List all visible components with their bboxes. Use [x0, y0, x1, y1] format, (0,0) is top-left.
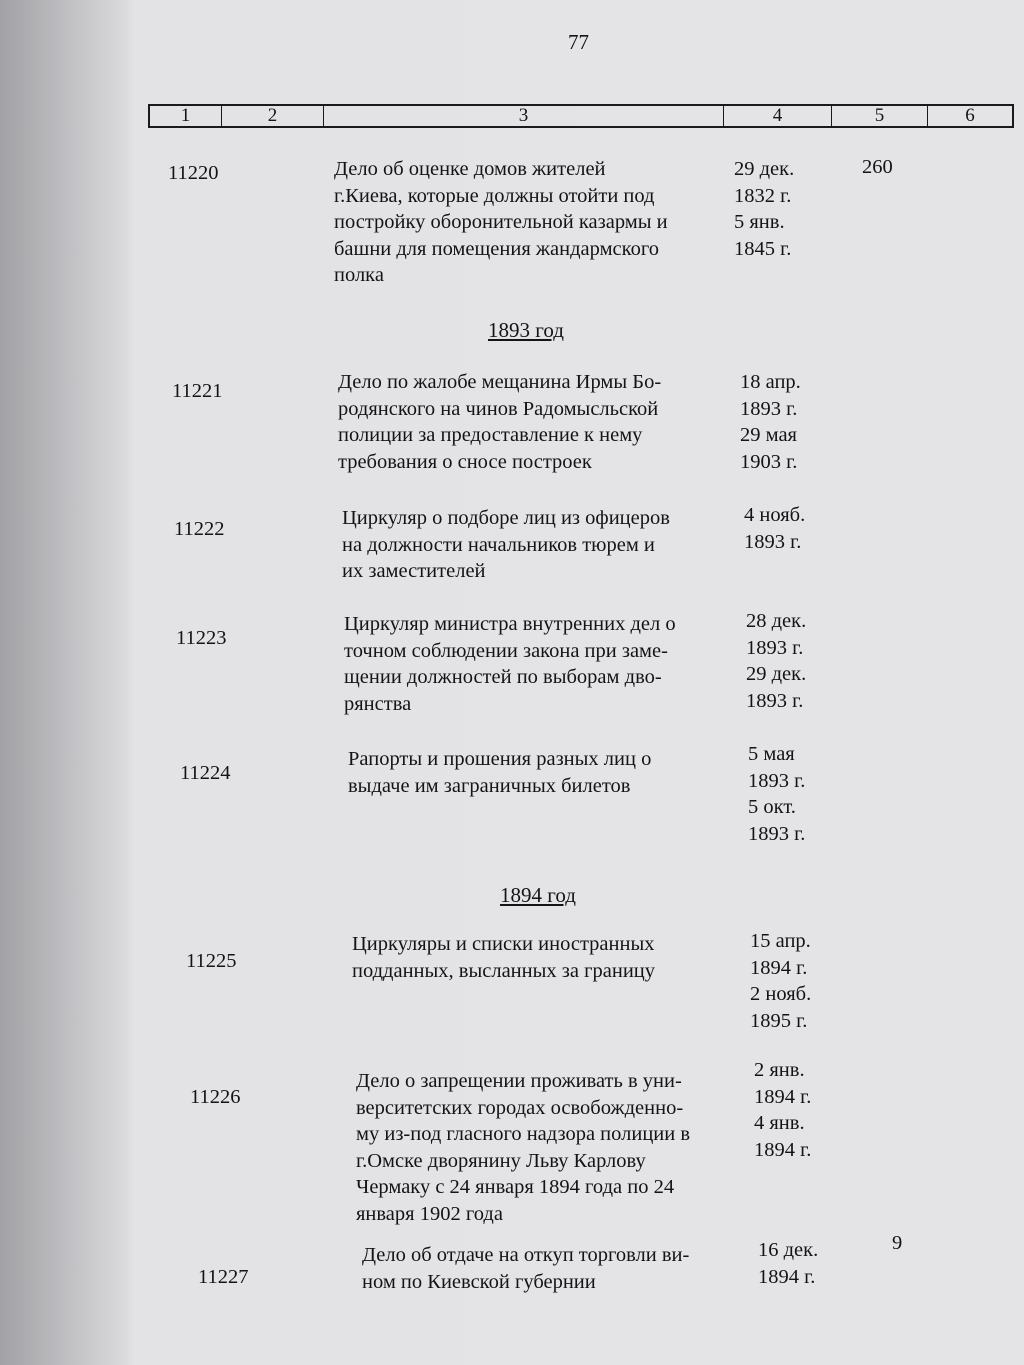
entry-number: 11225 — [186, 950, 237, 972]
entry-number: 11222 — [174, 518, 225, 540]
header-col-2: 2 — [222, 106, 324, 126]
page-gutter-shadow — [0, 0, 130, 1365]
entry-dates: 5 мая 1893 г. 5 окт. 1893 г. — [748, 743, 806, 845]
entry-dates: 18 апр. 1893 г. 29 мая 1903 г. — [740, 371, 801, 473]
table-header-row — [148, 104, 1014, 128]
entry-title: Дело о запрещении проживать в уни- верситетских городах освобожденно- му из-под гласного надзора полиции в г.Омске дворянину Льву Карлову Чермаку с 24 января 1894 года по 24 января 1902 года — [356, 1070, 691, 1225]
entry-number: 11220 — [168, 162, 219, 184]
entry-title: Дело по жалобе мещанина Ирмы Бо- родянского на чинов Радомысльской полиции за предоставление к нему требования о сносе построек — [338, 371, 662, 473]
entry-dates: 4 нояб. 1893 г. — [744, 504, 806, 553]
header-col-5: 5 — [832, 106, 928, 126]
header-col-6: 6 — [965, 105, 975, 126]
entry-dates: 16 дек. 1894 г. — [758, 1239, 819, 1288]
entry-number: 11226 — [190, 1086, 241, 1108]
header-col-3: 3 — [324, 106, 724, 126]
header-col-4: 4 — [724, 106, 832, 126]
entry-sheets: 260 — [862, 156, 893, 178]
entry-title: Циркуляр министра внутренних дел о точном соблюдении закона при заме- щении должностей по выборам дво- рянства — [344, 613, 676, 715]
entry-dates: 28 дек. 1893 г. 29 дек. 1893 г. — [746, 610, 807, 712]
entry-number: 11224 — [180, 762, 231, 784]
entry-sheets: 9 — [892, 1232, 903, 1254]
page-number: 77 — [568, 30, 589, 54]
entry-title: Циркуляр о подборе лиц из офицеров на должности начальников тюрем и их заместителей — [342, 507, 670, 582]
entry-title: Циркуляры и списки иностранных подданных, высланных за границу — [352, 933, 656, 982]
entry-title: Рапорты и прошения разных лиц о выдаче им заграничных билетов — [348, 748, 652, 797]
entry-number: 11227 — [198, 1266, 249, 1288]
header-col-1: 1 — [150, 106, 222, 126]
entry-title: Дело об отдаче на откуп торговли ви- ном по Киевской губернии — [362, 1244, 690, 1293]
entry-dates: 2 янв. 1894 г. 4 янв. 1894 г. — [754, 1059, 812, 1161]
entry-number: 11223 — [176, 627, 227, 649]
year-heading-1894: 1894 год — [500, 883, 576, 907]
entry-dates: 29 дек. 1832 г. 5 янв. 1845 г. — [734, 158, 795, 260]
entry-title: Дело об оценке домов жителей г.Киева, которые должны отойти под постройку оборонительной казармы и башни для помещения жандармского полка — [334, 158, 668, 286]
year-heading-1893: 1893 год — [488, 318, 564, 342]
entry-dates: 15 апр. 1894 г. 2 нояб. 1895 г. — [750, 930, 812, 1032]
entry-number: 11221 — [172, 380, 223, 402]
